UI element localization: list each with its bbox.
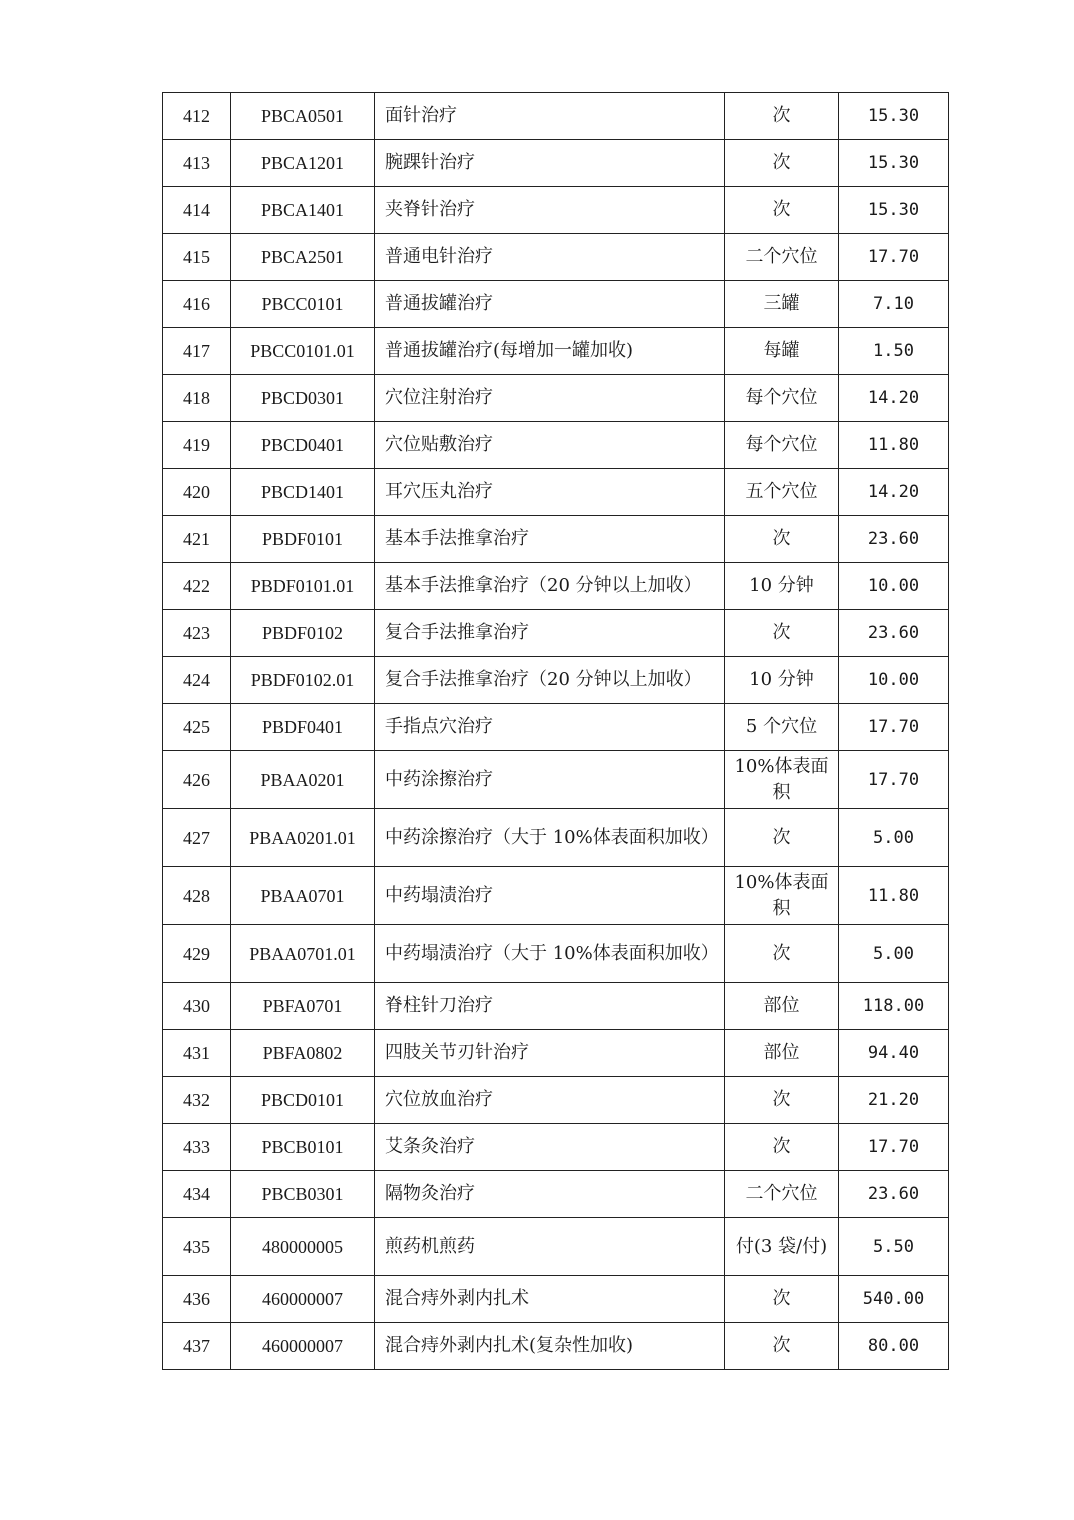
item-price: 1.50 (839, 328, 949, 375)
item-price: 23.60 (839, 1171, 949, 1218)
table-row (163, 1171, 949, 1218)
item-price: 11.80 (839, 422, 949, 469)
table-row (163, 375, 949, 422)
item-code: PBFA0701 (231, 983, 375, 1030)
item-name: 手指点穴治疗 (375, 704, 725, 751)
item-name: 混合痔外剥内扎术(复杂性加收) (375, 1323, 725, 1370)
table-row (163, 1276, 949, 1323)
item-number: 421 (163, 516, 231, 563)
table-row (163, 1323, 949, 1370)
item-unit: 10 分钟 (725, 563, 839, 610)
item-number: 425 (163, 704, 231, 751)
item-unit: 次 (725, 93, 839, 140)
item-number: 417 (163, 328, 231, 375)
table-row (163, 1077, 949, 1124)
item-name: 艾条灸治疗 (375, 1124, 725, 1171)
item-name: 中药塌渍治疗 (375, 867, 725, 925)
item-name: 普通拔罐治疗(每增加一罐加收) (375, 328, 725, 375)
item-name: 耳穴压丸治疗 (375, 469, 725, 516)
table-row (163, 983, 949, 1030)
item-unit: 付(3 袋/付) (725, 1218, 839, 1276)
item-code: PBCC0101.01 (231, 328, 375, 375)
item-name: 基本手法推拿治疗（20 分钟以上加收） (375, 563, 725, 610)
item-number: 412 (163, 93, 231, 140)
item-unit: 部位 (725, 983, 839, 1030)
item-code: PBAA0201 (231, 751, 375, 809)
item-code: PBCA1201 (231, 140, 375, 187)
item-name: 脊柱针刀治疗 (375, 983, 725, 1030)
item-name: 煎药机煎药 (375, 1218, 725, 1276)
item-unit: 每个穴位 (725, 422, 839, 469)
item-number: 414 (163, 187, 231, 234)
item-code: PBDF0102 (231, 610, 375, 657)
item-number: 436 (163, 1276, 231, 1323)
table-row (163, 1030, 949, 1077)
item-number: 430 (163, 983, 231, 1030)
fee-table (162, 92, 949, 1370)
item-code: 480000005 (231, 1218, 375, 1276)
item-unit: 五个穴位 (725, 469, 839, 516)
item-number: 415 (163, 234, 231, 281)
item-code: PBCA2501 (231, 234, 375, 281)
item-name: 四肢关节刃针治疗 (375, 1030, 725, 1077)
table-row (163, 187, 949, 234)
item-code: PBDF0101.01 (231, 563, 375, 610)
item-code: PBDF0101 (231, 516, 375, 563)
item-code: PBCA1401 (231, 187, 375, 234)
item-number: 435 (163, 1218, 231, 1276)
item-price: 17.70 (839, 1124, 949, 1171)
item-price: 11.80 (839, 867, 949, 925)
table-row (163, 563, 949, 610)
item-price: 17.70 (839, 704, 949, 751)
table-row (163, 140, 949, 187)
item-number: 428 (163, 867, 231, 925)
item-price: 17.70 (839, 751, 949, 809)
table-row (163, 704, 949, 751)
item-price: 80.00 (839, 1323, 949, 1370)
item-number: 422 (163, 563, 231, 610)
item-unit: 10 分钟 (725, 657, 839, 704)
item-number: 420 (163, 469, 231, 516)
item-number: 424 (163, 657, 231, 704)
item-name: 穴位注射治疗 (375, 375, 725, 422)
item-name: 腕踝针治疗 (375, 140, 725, 187)
item-code: PBCA0501 (231, 93, 375, 140)
item-unit: 10%体表面积 (725, 867, 839, 925)
item-code: PBCB0301 (231, 1171, 375, 1218)
item-unit: 次 (725, 1124, 839, 1171)
item-code: PBCB0101 (231, 1124, 375, 1171)
table-row (163, 751, 949, 809)
table-row (163, 610, 949, 657)
item-unit: 三罐 (725, 281, 839, 328)
item-number: 418 (163, 375, 231, 422)
table-row (163, 657, 949, 704)
item-price: 5.00 (839, 809, 949, 867)
item-price: 10.00 (839, 563, 949, 610)
item-price: 94.40 (839, 1030, 949, 1077)
item-name: 普通电针治疗 (375, 234, 725, 281)
table-row (163, 93, 949, 140)
table-row (163, 516, 949, 563)
item-unit: 次 (725, 187, 839, 234)
item-code: PBCD0301 (231, 375, 375, 422)
table-row (163, 925, 949, 983)
table-row (163, 281, 949, 328)
item-code: PBCD0401 (231, 422, 375, 469)
item-unit: 次 (725, 1323, 839, 1370)
item-price: 23.60 (839, 516, 949, 563)
item-number: 432 (163, 1077, 231, 1124)
item-number: 426 (163, 751, 231, 809)
item-number: 429 (163, 925, 231, 983)
item-code: PBDF0102.01 (231, 657, 375, 704)
table-row (163, 469, 949, 516)
table-row (163, 1124, 949, 1171)
item-code: PBAA0701 (231, 867, 375, 925)
item-unit: 5 个穴位 (725, 704, 839, 751)
item-name: 复合手法推拿治疗 (375, 610, 725, 657)
item-name: 中药塌渍治疗（大于 10%体表面积加收） (375, 925, 725, 983)
item-price: 14.20 (839, 469, 949, 516)
item-price: 15.30 (839, 187, 949, 234)
item-price: 10.00 (839, 657, 949, 704)
item-price: 15.30 (839, 93, 949, 140)
item-price: 21.20 (839, 1077, 949, 1124)
item-price: 5.50 (839, 1218, 949, 1276)
table-row (163, 234, 949, 281)
item-unit: 每个穴位 (725, 375, 839, 422)
fee-table-body (163, 93, 949, 1370)
item-code: PBFA0802 (231, 1030, 375, 1077)
item-code: PBDF0401 (231, 704, 375, 751)
table-row (163, 809, 949, 867)
item-unit: 次 (725, 809, 839, 867)
item-name: 夹脊针治疗 (375, 187, 725, 234)
item-code: 460000007 (231, 1276, 375, 1323)
item-number: 423 (163, 610, 231, 657)
item-price: 7.10 (839, 281, 949, 328)
item-number: 434 (163, 1171, 231, 1218)
item-unit: 次 (725, 516, 839, 563)
item-price: 5.00 (839, 925, 949, 983)
item-price: 14.20 (839, 375, 949, 422)
item-unit: 二个穴位 (725, 234, 839, 281)
item-code: PBCC0101 (231, 281, 375, 328)
table-row (163, 328, 949, 375)
item-name: 普通拔罐治疗 (375, 281, 725, 328)
item-number: 437 (163, 1323, 231, 1370)
item-name: 面针治疗 (375, 93, 725, 140)
item-price: 118.00 (839, 983, 949, 1030)
item-name: 中药涂擦治疗（大于 10%体表面积加收） (375, 809, 725, 867)
item-name: 中药涂擦治疗 (375, 751, 725, 809)
table-row (163, 422, 949, 469)
item-unit: 次 (725, 610, 839, 657)
item-number: 416 (163, 281, 231, 328)
item-code: 460000007 (231, 1323, 375, 1370)
item-unit: 次 (725, 1276, 839, 1323)
item-name: 混合痔外剥内扎术 (375, 1276, 725, 1323)
item-unit: 次 (725, 925, 839, 983)
item-price: 17.70 (839, 234, 949, 281)
item-number: 433 (163, 1124, 231, 1171)
item-number: 413 (163, 140, 231, 187)
item-unit: 次 (725, 1077, 839, 1124)
item-unit: 部位 (725, 1030, 839, 1077)
item-name: 穴位放血治疗 (375, 1077, 725, 1124)
item-unit: 二个穴位 (725, 1171, 839, 1218)
table-row (163, 867, 949, 925)
item-name: 基本手法推拿治疗 (375, 516, 725, 563)
item-name: 隔物灸治疗 (375, 1171, 725, 1218)
table-row (163, 1218, 949, 1276)
item-number: 431 (163, 1030, 231, 1077)
item-price: 15.30 (839, 140, 949, 187)
item-unit: 次 (725, 140, 839, 187)
item-price: 540.00 (839, 1276, 949, 1323)
item-unit: 10%体表面积 (725, 751, 839, 809)
item-name: 穴位贴敷治疗 (375, 422, 725, 469)
item-number: 419 (163, 422, 231, 469)
item-price: 23.60 (839, 610, 949, 657)
item-name: 复合手法推拿治疗（20 分钟以上加收） (375, 657, 725, 704)
item-code: PBCD1401 (231, 469, 375, 516)
item-code: PBAA0201.01 (231, 809, 375, 867)
item-code: PBCD0101 (231, 1077, 375, 1124)
item-code: PBAA0701.01 (231, 925, 375, 983)
item-unit: 每罐 (725, 328, 839, 375)
item-number: 427 (163, 809, 231, 867)
